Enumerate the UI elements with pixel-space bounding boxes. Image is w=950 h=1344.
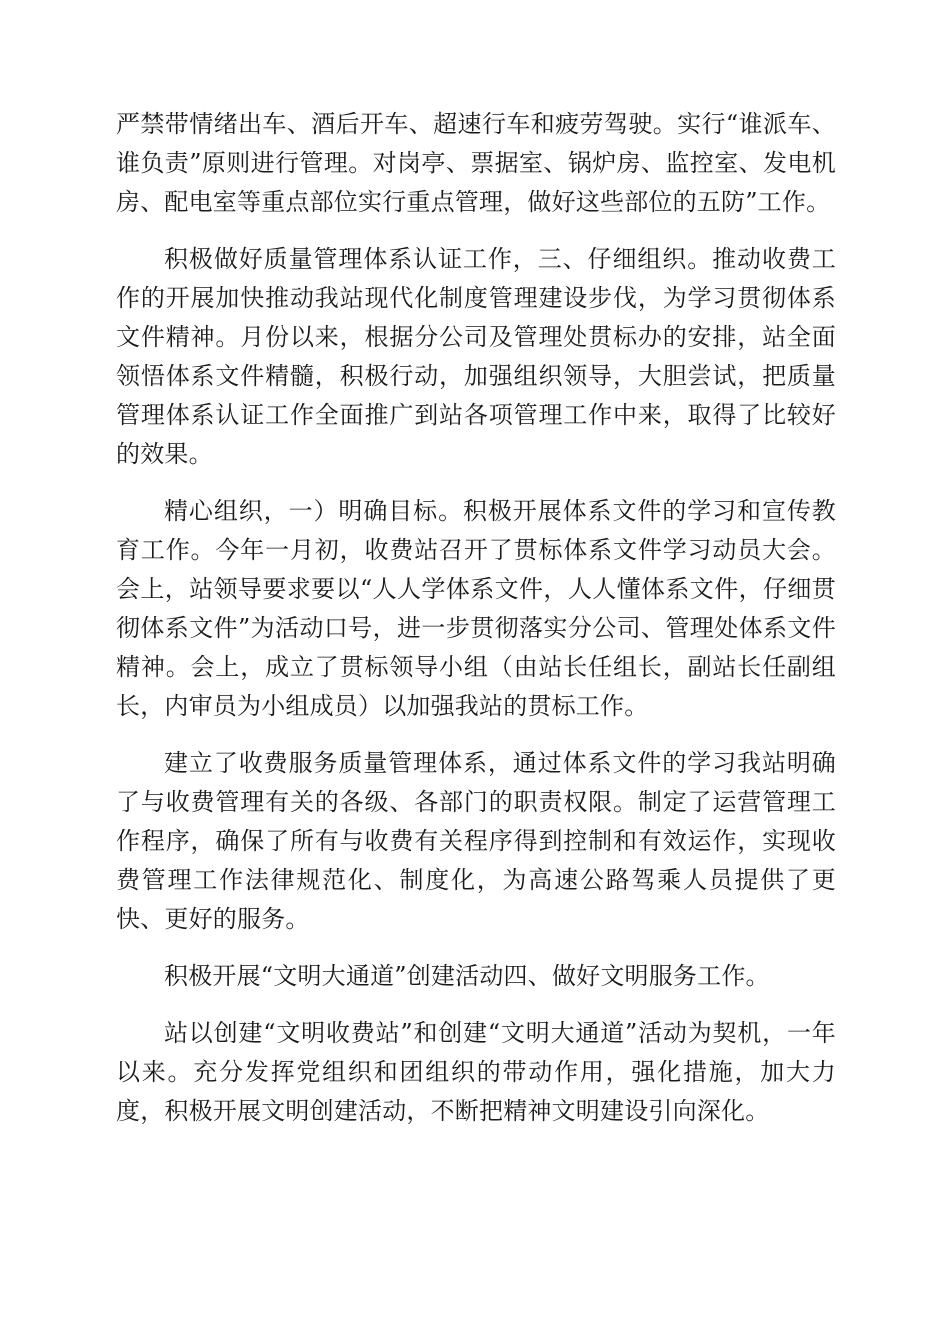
paragraph-1: 严禁带情绪出车、酒后开车、超速行车和疲劳驾驶。实行“谁派车、谁负责”原则进行管理。对岗亭、票据室、锅炉房、监控室、发电机房、配电室等重点部位实行重点管理，做好这些部位的五防”工作。 [116,110,836,216]
paragraph-3: 精心组织，一）明确目标。积极开展体系文件的学习和宣传教育工作。今年一月初，收费站召开了贯标体系文件学习动员大会。会上，站领导要求要以“人人学体系文件，人人懂体系文件，仔细贯彻体系文件”为活动口号，进一步贯彻落实分公司、管理处体系文件精神。会上，成立了贯标领导小组（由站长任组长，副站长任副组长，内审员为小组成员）以加强我站的贯标工作。 [116,497,836,720]
paragraph-5: 积极开展“文明大通道”创建活动四、做好文明服务工作。 [164,962,770,990]
paragraph-2: 积极做好质量管理体系认证工作，三、仔细组织。推动收费工作的开展加快推动我站现代化制度管理建设步伐，为学习贯彻体系文件精神。月份以来，根据分公司及管理处贯标办的安排，站全面领悟体系文件精髓，积极行动，加强组织领导，大胆尝试，把质量管理体系认证工作全面推广到站各项管理工作中来，取得了比较好的效果。 [116,245,836,468]
paragraph-4: 建立了收费服务质量管理体系，通过体系文件的学习我站明确了与收费管理有关的各级、各部门的职责权限。制定了运营管理工作程序，确保了所有与收费有关程序得到控制和有效运作，实现收费管理工作法律规范化、制度化，为高速公路驾乘人员提供了更快、更好的服务。 [116,749,836,933]
document-body [116,105,836,1149]
paragraph-6: 站以创建“文明收费站”和创建“文明大通道”活动为契机，一年以来。充分发挥党组织和团组织的带动作用，强化措施，加大力度，积极开展文明创建活动，不断把精神文明建设引向深化。 [116,1019,836,1125]
